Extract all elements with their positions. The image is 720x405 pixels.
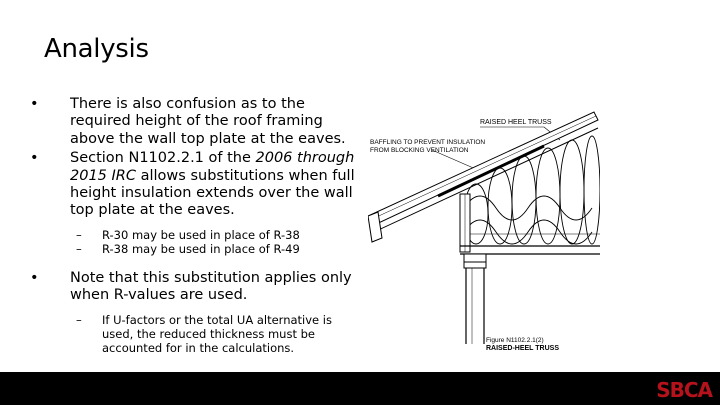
sub-bullet-text: R-30 may be used in place of R-38 (102, 227, 300, 242)
label-truss: RAISED HEEL TRUSS (480, 119, 552, 126)
slide-title: Analysis (44, 34, 149, 64)
bullet-text: There is also confusion as to the required height of the roof framing above the wall top plate at the eaves. (70, 96, 346, 147)
bullet-text: Note that this substitution applies only when R-values are used. (70, 269, 352, 304)
sbca-logo: SBCA (656, 378, 712, 402)
bullet-text-pre: Section N1102.2.1 of the (70, 150, 256, 167)
bullet-item (30, 96, 360, 148)
bullet-glyph: • (30, 150, 39, 167)
label-baffle-2: FROM BLOCKING VENTILATION (370, 147, 469, 154)
dash-glyph: – (76, 312, 82, 327)
sub-bullet-text: If U-factors or the total UA alternative is used, the reduced thickness must be accounted for in the calculations. (102, 312, 332, 355)
figure-caption-2: RAISED-HEEL TRUSS (486, 345, 559, 352)
sub-bullet-item (30, 228, 360, 242)
bullet-list (30, 96, 360, 355)
truss-drawing (368, 108, 600, 358)
bullet-text-post: allows substitutions when full height insulation extends over the wall top plate at the eaves. (70, 167, 355, 219)
dash-glyph: – (76, 241, 82, 256)
bullet-glyph: • (30, 269, 39, 286)
sub-bullet-text: R-38 may be used in place of R-49 (102, 241, 300, 256)
label-baffle-1: BAFFLING TO PREVENT INSULATION (370, 139, 486, 146)
bullet-item (30, 270, 360, 305)
sub-bullet-item (30, 242, 360, 256)
bullet-glyph: • (30, 96, 39, 112)
bullet-text-em: 2006 through 2015 IRC (70, 150, 355, 184)
sub-bullet-item (30, 313, 360, 355)
raised-heel-truss-figure (368, 108, 600, 358)
figure-caption-1: Figure N1102.2.1(2) (486, 337, 544, 344)
footer-bar (0, 372, 720, 405)
dash-glyph: – (76, 227, 82, 242)
bullet-item (30, 150, 360, 220)
